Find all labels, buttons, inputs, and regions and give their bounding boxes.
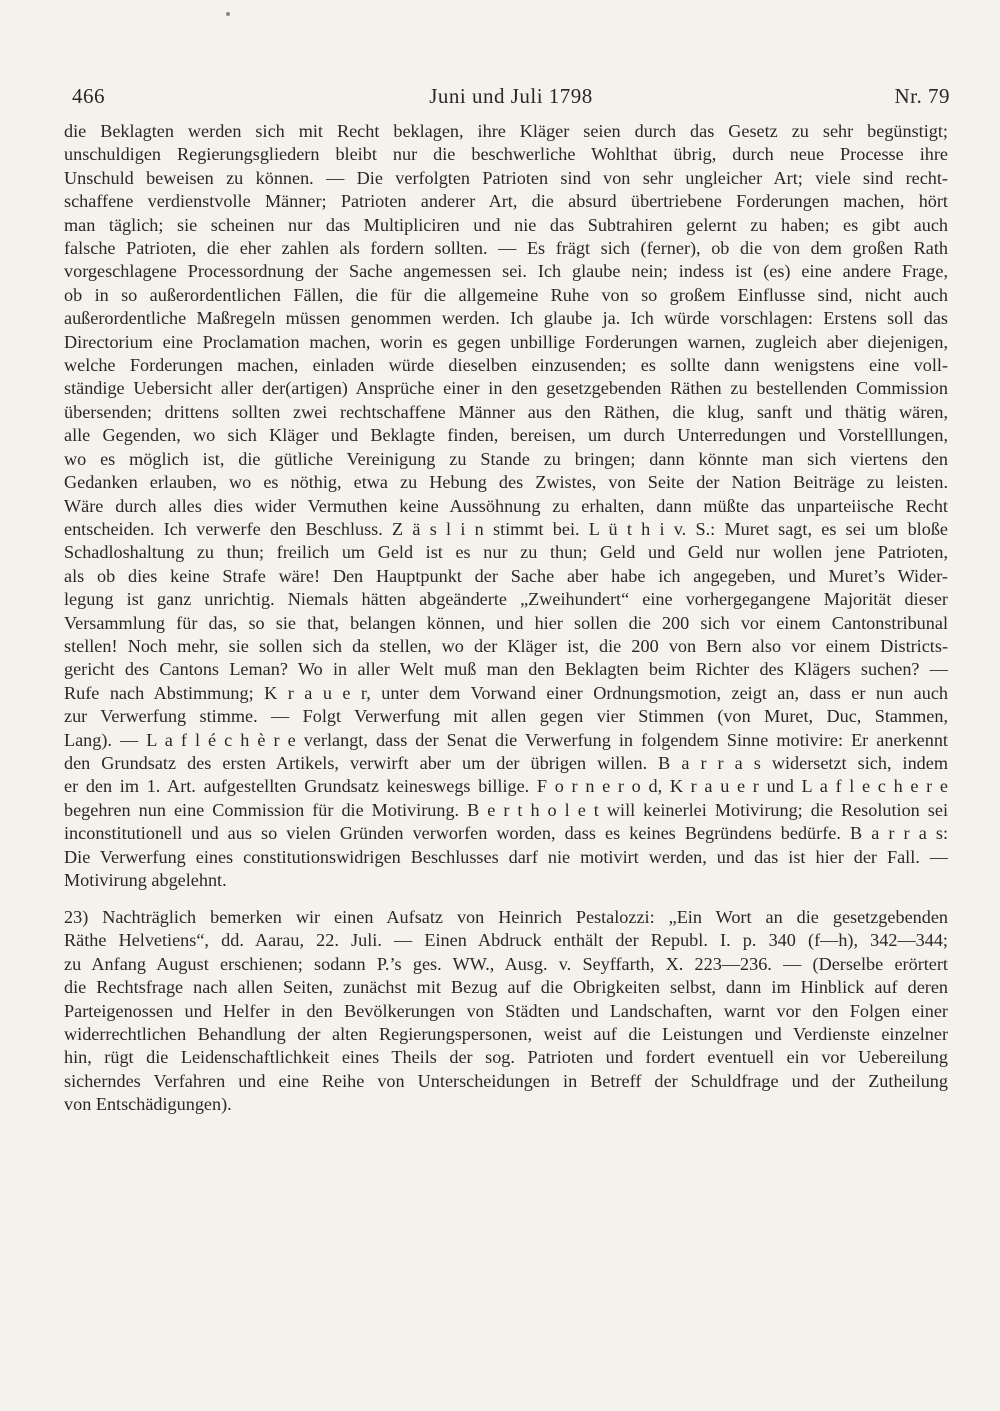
text-line: Schadloshaltung zu thun; freilich um Geld ist es nur zu thun; Geld und Geld nur wollen jene Patrioten,	[64, 542, 948, 563]
text-line: Versammlung für das, so sie that, belangen können, und hier sollen die 200 sich vor einem Cantonstribunal	[64, 612, 948, 633]
text-line: man täglich; sie scheinen nur das Multipliciren und nie das Subtrahiren gelernt zu haben; es gibt auch	[64, 214, 948, 235]
text-line: zur Verwerfung stimme. — Folgt Verwerfung mit allen gegen vier Stimmen (von Muret, Duc, Stammen,	[64, 706, 948, 727]
text-line: er den im 1. Art. aufgestellten Grundsatz keineswegs billige. F o r n e r o d, K r a u e r und L a f l e c h e r e	[64, 776, 948, 797]
text-line: schaffene verdienstvolle Männer; Patrioten anderer Art, die absurd übertriebene Forderungen machen, hört	[64, 191, 948, 212]
text-line: Wäre durch alles dies wider Vermuthen keine Aussöhnung zu erhalten, dann müßte das unparteiische Recht	[64, 495, 948, 516]
text-line: gericht des Cantons Leman? Wo in aller Welt muß man den Beklagten beim Richter des Klägers suchen? —	[64, 659, 948, 680]
text-line: die Rechtsfrage nach allen Seiten, zunächst mit Bezug auf die Obrigkeiten selbst, dann im Hinblick auf deren	[64, 977, 948, 998]
text-line: Unschuld beweisen zu können. — Die verfolgten Patrioten sind von sehr ungleicher Art; viele sind recht-	[64, 167, 948, 188]
text-line: inconstitutionell und aus so vielen Gründen verworfen worden, dass es keines Begründens bedürfe. B a r r a s:	[64, 823, 948, 844]
text-line: sicherndes Verfahren und eine Reihe von Unterscheidungen in Betreff der Schuldfrage und der Zutheilung	[64, 1070, 948, 1091]
text-line: unschuldigen Regierungsgliedern bleibt nur die beschwerliche Wohlthat übrig, durch neue Processe ihre	[64, 144, 948, 165]
text-line: außerordentliche Maßregeln müssen genommen werden. Ich glaube ja. Ich würde vorschlagen: Erstens soll das	[64, 308, 948, 329]
text-line: Die Verwerfung eines constitutionswidrigen Beschlusses darf nie motivirt werden, und das ist hier der Fall. —	[64, 846, 948, 867]
section-number: Nr. 79	[894, 84, 950, 108]
text-line: von Entschädigungen).	[64, 1094, 232, 1115]
text-line: übersenden; drittens sollten zwei rechtschaffene Männer aus den Räthen, die klug, sanft und thätig wären,	[64, 401, 948, 422]
text-line: vorgeschlagene Processordnung der Sache angemessen sei. Ich glaube nein; indess ist (es) eine andere Frage,	[64, 261, 948, 282]
text-line: Räthe Helvetiens“, dd. Aarau, 22. Juli. — Einen Abdruck enthält der Republ. I. p. 340 (f—h), 342—344;	[64, 930, 948, 951]
text-line: Motivirung abgelehnt.	[64, 870, 227, 890]
text-line: Directorium eine Proclamation machen, worin es gegen unbillige Forderungen warnen, zugleich aber diejenigen,	[64, 331, 948, 352]
text-line: falsche Patrioten, die eher zahlen als fordern sollten. — Es frägt sich (ferner), ob die von dem großen Rath	[64, 238, 948, 259]
text-line: Gedanken erlauben, wo es nöthig, etwa zu Hebung des Zwistes, von Seite der Nation Beiträge zu leisten.	[64, 472, 948, 493]
paragraph-main	[64, 120, 948, 892]
text-line: legung ist ganz unrichtig. Niemals hätten abgeänderte „Zweihundert“ eine vorhergegangene Majorität dieser	[64, 589, 948, 610]
text-line: widerrechtlichen Behandlung der alten Regierungspersonen, weist auf die Leistungen und Verdienste einzelner	[64, 1024, 948, 1045]
running-title: Juni und Juli 1798	[429, 84, 593, 108]
text-line: begehren nun eine Commission für die Motivirung. B e r t h o l e t will keinerlei Motivirung; die Resolution sei	[64, 799, 948, 820]
text-line: stellen! Noch mehr, sie sollen sich da stellen, wo der Kläger ist, die 200 von Bern also vor einem Districts-	[64, 635, 948, 656]
text-line: die Beklagten werden sich mit Recht beklagen, ihre Kläger seien durch das Gesetz zu sehr begünstigt;	[64, 121, 948, 141]
text-line: ob in so außerordentlichen Fällen, die für die allgemeine Ruhe von so großem Einflusse sind, nicht auch	[64, 284, 948, 305]
text-line: alle Gegenden, wo sich Kläger und Beklagte finden, bereisen, um durch Unterredungen und Vorstelllungen,	[64, 425, 948, 446]
text-line: als ob dies keine Strafe wäre! Den Hauptpunkt der Sache aber habe ich angegeben, und Muret’s Wider-	[64, 565, 948, 586]
paragraph-note-23	[64, 906, 948, 1117]
text-line: Rufe nach Abstimmung; K r a u e r, unter dem Vorwand einer Ordnungsmotion, zeigt an, dass er nun auch	[64, 682, 948, 703]
text-line: wo es möglich ist, die gütliche Vereinigung zu Stande zu bringen; dann könnte man sich viertens den	[64, 448, 948, 469]
text-line: Parteigenossen und Helfer in den Bevölkerungen von Städten und Landschaften, warnt vor den Folgen einer	[64, 1000, 948, 1021]
text-line: ständige Uebersicht aller der(artigen) Ansprüche einer in den gesetzgebenden Räthen zu bestellenden Commission	[64, 378, 948, 399]
page-number: 466	[72, 84, 105, 108]
text-line: 23) Nachträglich bemerken wir einen Aufsatz von Heinrich Pestalozzi: „Ein Wort an die gesetzgebenden	[64, 907, 948, 927]
page-header	[72, 84, 950, 114]
paper-speck	[226, 12, 230, 16]
text-line: hin, rügt die Leidenschaftlichkeit eines Theils der sog. Patrioten und fordert eventuell ein vor Uebereilung	[64, 1047, 948, 1068]
text-line: zu Anfang August erschienen; sodann P.’s ges. WW., Ausg. v. Seyffarth, X. 223—236. — (Derselbe erörtert	[64, 953, 948, 974]
text-line: Lang). — L a f l é c h è r e verlangt, dass der Senat die Verwerfung in folgendem Sinne motivire: Er anerkennt	[64, 729, 948, 750]
text-line: den Grundsatz des ersten Artikels, verwirft aber um der übrigen willen. B a r r a s widersetzt sich, indem	[64, 752, 948, 773]
text-line: welche Forderungen machen, einladen würde dieselben einzusenden; es sollte dann wenigstens eine voll-	[64, 355, 948, 376]
text-line: entscheiden. Ich verwerfe den Beschluss. Z ä s l i n stimmt bei. L ü t h i v. S.: Muret sagt, es sei um bloße	[64, 518, 948, 539]
